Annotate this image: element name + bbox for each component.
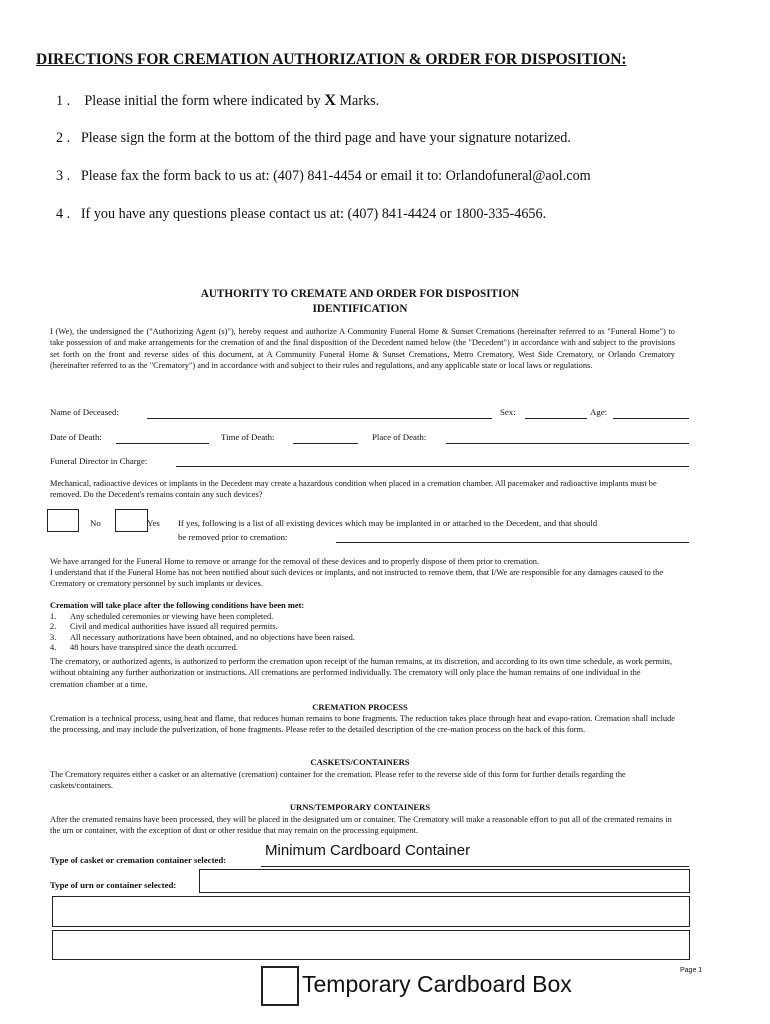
cremation-process-text: Cremation is a technical process, using heat and flame, that reduces human remains to bone fragments. The reduction takes place through heat and evapo-ration. Cremation shall include the processing, and may include the pulverization, of bone fragments. Please refer to the detailed description of the cre-mation process on the back of this form. — [50, 714, 675, 735]
conditions-after-text: The crematory, or authorized agents, is authorized to perform the cremation upon receipt of the human remains, at its discretion, and according to its own time schedule, as work permits, without obtaining any further authorization or instructions. All cremations are performed individually. The crematory will only place the human remains of one individual in the cremation chamber at a time. — [50, 657, 673, 689]
identification-heading: IDENTIFICATION — [312, 303, 408, 315]
no-checkbox[interactable] — [47, 509, 79, 532]
urn-option-field-2[interactable] — [52, 930, 690, 960]
direction-item-1 — [56, 92, 379, 110]
place-of-death-label: Place of Death: — [372, 432, 427, 442]
casket-selected-label: Type of casket or cremation container selected: — [50, 855, 227, 865]
direction-text-end: Marks. — [335, 93, 380, 109]
date-of-death-field[interactable] — [116, 443, 209, 444]
direction-text: Please fax the form back to us at: (407) 841-4454 or email it to: Orlandofuneral@aol.com — [80, 168, 591, 184]
funeral-director-field[interactable] — [176, 466, 689, 467]
casket-selected-value[interactable]: Minimum Cardboard Container — [265, 842, 471, 859]
cremation-process-heading: CREMATION PROCESS — [312, 702, 408, 712]
direction-text: If you have any questions please contact us at: (407) 841-4424 or 1800-335-4656. — [80, 206, 547, 222]
temporary-cardboard-box-checkbox[interactable] — [261, 966, 299, 1006]
authority-intro: I (We), the undersigned the ("Authorizing Agent (s)"), hereby request and authorize A Community Funeral Home & Sunset Cremations (hereinafter referred to as "Funeral Home") to take possession of and make arrangements for the cremation of and the final disposition of the Decedent named below (the "Decedent") in accordance with and subject to the provisions set forth on the front and reverse sides of this document, at A Community Funeral Home & Sunset Cremations, Metro Crematory, West Side Crematory, or Orlando Crematory (hereinafter referred to as the "Crematory") and in accordance with and subject to their rules and regulations, and any applicable state or local laws or regulations. — [50, 327, 675, 370]
condition-item: 3. All necessary authorizations have been obtained, and no objections have been raised. — [50, 632, 355, 642]
devices-question: Mechanical, radioactive devices or implants in the Decedent may create a hazardous condition when placed in a cremation chamber. All pacemaker and radioactive implants must be removed. Do the Decedent's remains contain any such devices? — [50, 479, 657, 500]
direction-number: 2 . — [56, 130, 71, 146]
name-of-deceased-label: Name of Deceased: — [50, 407, 119, 417]
sex-label: Sex: — [500, 407, 516, 417]
casket-selected-field[interactable] — [261, 866, 689, 867]
urn-selected-field[interactable] — [199, 869, 690, 893]
devices-list-instructions: If yes, following is a list of all existing devices which may be implanted in or attached to the Decedent, and that should — [178, 518, 598, 528]
cremation-conditions — [50, 601, 690, 654]
page-title: DIRECTIONS FOR CREMATION AUTHORIZATION & ORDER FOR DISPOSITION: — [36, 51, 627, 68]
time-of-death-label: Time of Death: — [221, 432, 275, 442]
devices-arranged-text: We have arranged for the Funeral Home to remove or arrange for the removal of these devices and to properly dispose of them prior to cremation. — [50, 557, 540, 566]
condition-item: 4. 48 hours have transpired since the death occurred. — [50, 643, 238, 653]
time-of-death-field[interactable] — [293, 443, 358, 444]
direction-text: Please initial the form where indicated by — [84, 93, 325, 109]
x-mark: X — [324, 92, 336, 109]
direction-number: 3 . — [56, 168, 71, 184]
direction-item-3 — [56, 168, 591, 185]
age-label: Age: — [590, 407, 608, 417]
condition-item: 1. Any scheduled ceremonies or viewing have been completed. — [50, 611, 274, 621]
name-of-deceased-field[interactable] — [147, 418, 492, 419]
temporary-cardboard-box-label: Temporary Cardboard Box — [302, 971, 572, 997]
place-of-death-field[interactable] — [446, 443, 689, 444]
no-label: No — [90, 518, 101, 528]
urns-text: After the cremated remains have been processed, they will be placed in the designated urn or container. The Crematory will make a reasonable effort to put all of the cremated remains in the urn or container, with the exception of dust or other residue that may remain on the processing equipment. — [50, 815, 672, 836]
direction-number: 1 . — [56, 93, 71, 109]
urns-heading: URNS/TEMPORARY CONTAINERS — [289, 802, 431, 812]
caskets-heading: CASKETS/CONTAINERS — [310, 757, 410, 767]
devices-list-field[interactable] — [336, 542, 689, 543]
devices-list-instructions-2: be removed prior to cremation: — [178, 532, 288, 542]
condition-item: 2. Civil and medical authorities have issued all required permits. — [50, 622, 278, 632]
funeral-director-label: Funeral Director in Charge: — [50, 456, 148, 466]
age-field[interactable] — [613, 418, 689, 419]
urn-selected-label: Type of urn or container selected: — [50, 880, 177, 890]
authority-heading: AUTHORITY TO CREMATE AND ORDER FOR DISPOSITION — [200, 288, 520, 300]
conditions-heading: Cremation will take place after the following conditions have been met: — [50, 601, 305, 610]
yes-label: Yes — [147, 518, 160, 528]
urn-option-field-1[interactable] — [52, 896, 690, 927]
direction-item-2 — [56, 130, 571, 147]
direction-number: 4 . — [56, 206, 71, 222]
devices-responsibility-text: I understand that if the Funeral Home has not been notified about such devices or implants, and not instructed to remove them, that I/We are responsible for any damages caused to the Crematory or crematory personnel by such implants or devices. — [50, 568, 664, 589]
page-number: Page 1 — [680, 967, 703, 974]
date-of-death-label: Date of Death: — [50, 432, 102, 442]
direction-item-4 — [56, 206, 546, 223]
caskets-text: The Crematory requires either a casket or an alternative (cremation) container for the cremation. Please refer to the reverse side of this form for further details regarding the caskets/containers. — [50, 770, 626, 791]
sex-field[interactable] — [525, 418, 587, 419]
yes-checkbox[interactable] — [115, 509, 148, 532]
direction-text: Please sign the form at the bottom of the third page and have your signature notarized. — [80, 130, 571, 146]
